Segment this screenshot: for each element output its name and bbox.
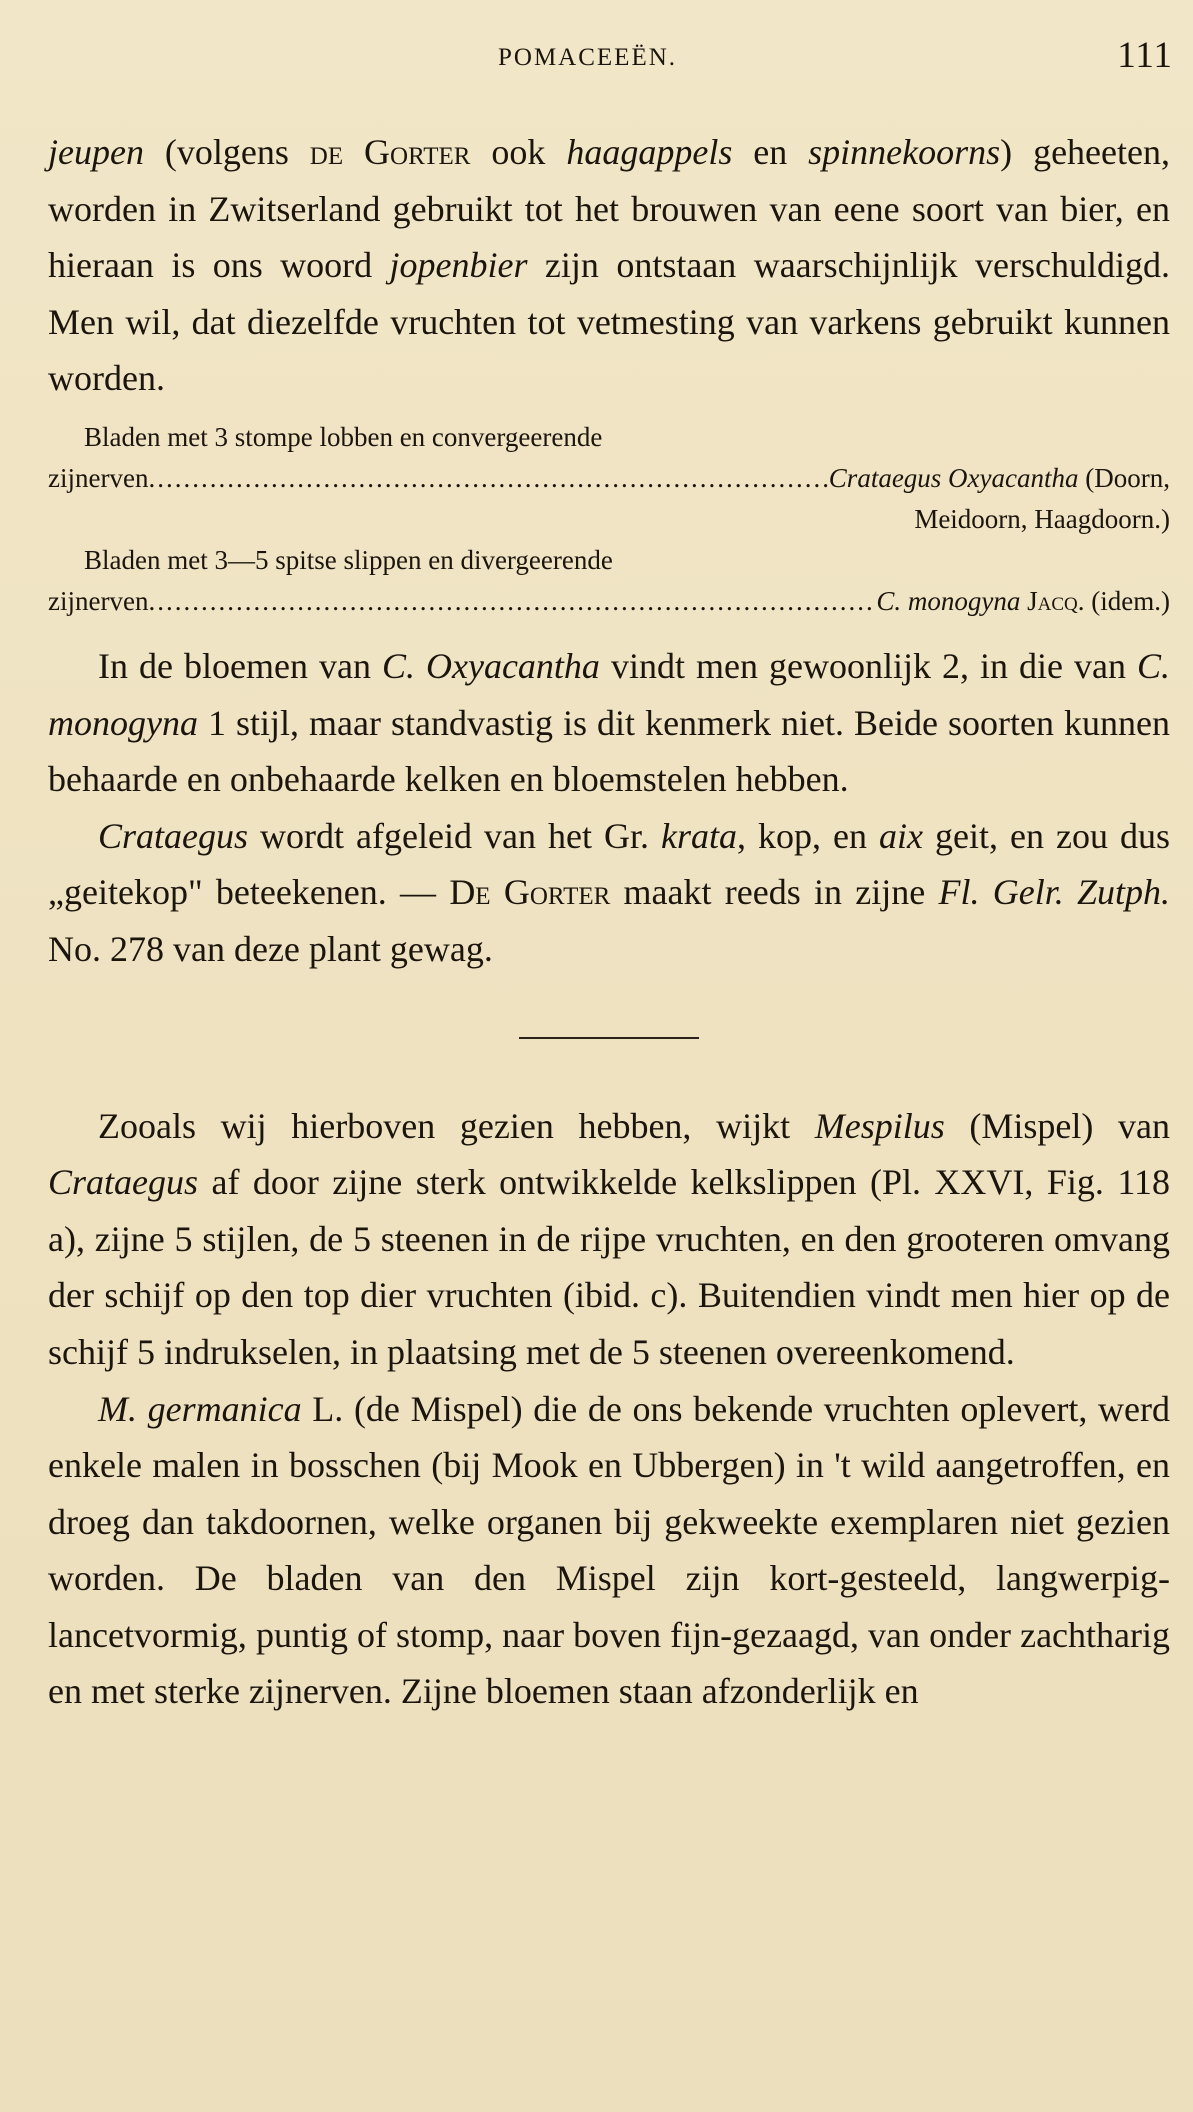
text-run: , kop, en — [736, 815, 880, 856]
leader-dots — [148, 458, 828, 499]
paragraph-mespilus — [48, 1098, 1170, 1381]
key-entry-2-result — [876, 581, 1170, 622]
genus-name: Crataegus — [98, 815, 249, 856]
species-name: C. monogyna — [48, 645, 1170, 743]
author-de-gorter: De Gorter — [449, 872, 611, 913]
text-run: af door zijne sterk ontwikkelde kelkslippen (Pl. XXVI, Fig. 118 a), zijne 5 stijlen, de 5 steenen in de rijpe vruchten, en den grooteren omvang der schijf op den top dier vruchten (ibid. c). Buitendien vindt men hier op de schijf 5 indrukselen, in plaatsing met de 5 steenen overeenkomend. — [48, 1162, 1170, 1372]
common-names: (idem.) — [1084, 585, 1170, 616]
term-jeupen: jeupen — [48, 132, 144, 172]
key-entry-1-continuation: Meidoorn, Haagdoorn.) — [914, 503, 1170, 534]
genus-name: Mespilus — [814, 1105, 945, 1146]
species-name: M. germanica — [98, 1388, 302, 1429]
text-run: en — [732, 132, 809, 172]
term-haagappels: haagappels — [566, 132, 733, 172]
text-run: ) geheeten, worden in Zwitserland gebruikt tot het brouwen van eene soort van bier, en hieraan is ons woord — [48, 132, 1170, 286]
running-title: POMACEEËN. — [498, 44, 678, 71]
text-run: In de bloemen van — [98, 645, 382, 686]
key-entry-1-result — [829, 458, 1170, 499]
species-name: C. Oxyacantha — [381, 645, 600, 686]
text-run: 1 stijl, maar standvastig is dit kenmerk niet. Beide soorten kunnen behaarde en onbehaarde kelken en bloemstelen hebben. — [48, 702, 1170, 800]
paragraph-etymology — [48, 808, 1170, 978]
text-run: wordt afgeleid van het Gr. — [248, 815, 661, 856]
paragraph-hop-beer — [48, 124, 1170, 407]
term-spinnekoorns: spinnekoorns — [808, 132, 1001, 172]
identification-key — [48, 417, 1170, 622]
section-separator — [48, 978, 1170, 1098]
key-entry-2-lead: zijnerven — [48, 585, 149, 616]
separator-rule — [519, 1037, 699, 1039]
key-entry-2-result-line — [48, 581, 1170, 622]
species-name: Crataegus Oxyacantha — [828, 462, 1079, 493]
text-run: ook — [470, 132, 567, 172]
common-names: (Doorn, — [1078, 462, 1170, 493]
text-run: Zooals wij hierboven gezien hebben, wijkt — [98, 1105, 815, 1146]
text-run: vindt men gewoonlijk 2, in die van — [599, 645, 1137, 686]
key-entry-2-description: Bladen met 3—5 spitse slippen en divergeerende — [84, 544, 613, 575]
page-header — [48, 30, 1173, 80]
greek-term: krata — [660, 815, 737, 856]
page-number: 111 — [1117, 35, 1173, 76]
greek-term: aix — [879, 815, 923, 856]
author-abbreviation: Jacq. — [1020, 585, 1085, 616]
text-run: (volgens — [143, 132, 310, 172]
author-de-gorter: de Gorter — [309, 132, 471, 172]
paragraph-styles-count — [48, 638, 1170, 808]
leader-dots — [148, 581, 876, 622]
key-entry-1-result-line — [48, 458, 1170, 499]
key-entry-1-description: Bladen met 3 stompe lobben en convergeerende — [84, 421, 603, 452]
book-title: Fl. Gelr. Zutph. — [938, 872, 1170, 913]
text-run: maakt reeds in zijne — [610, 872, 939, 913]
species-name: C. monogyna — [876, 585, 1021, 616]
term-jopenbier: jopenbier — [389, 245, 528, 286]
text-run: zijn ontstaan waarschijnlijk verschuldigd. Men wil, dat diezelfde vruchten tot vetmesting van varkens gebruikt kunnen worden. — [48, 245, 1170, 399]
genus-name: Crataegus — [48, 1162, 199, 1203]
text-run: L. (de Mispel) die de ons bekende vruchten oplevert, werd enkele malen in bosschen (bij Mook en Ubbergen) in 't wild aangetroffen, en droeg dan takdoornen, welke organen bij gekweekte exemplaren niet gezien worden. De bladen van den Mispel zijn kort-gesteeld, langwerpig-lancetvormig, puntig of stomp, naar boven fijn-gezaagd, van onder zachtharig en met sterke zijnerven. Zijne bloemen staan afzonderlijk en — [48, 1388, 1170, 1712]
page-body — [48, 124, 1170, 1720]
text-run: geit, en zou dus „geitekop" beteekenen. — — [48, 815, 1171, 913]
paragraph-germanica — [48, 1381, 1170, 1721]
text-run: (Mispel) van — [944, 1105, 1170, 1146]
key-entry-1-lead: zijnerven — [48, 462, 149, 493]
text-run: No. 278 van deze plant gewag. — [48, 928, 493, 969]
